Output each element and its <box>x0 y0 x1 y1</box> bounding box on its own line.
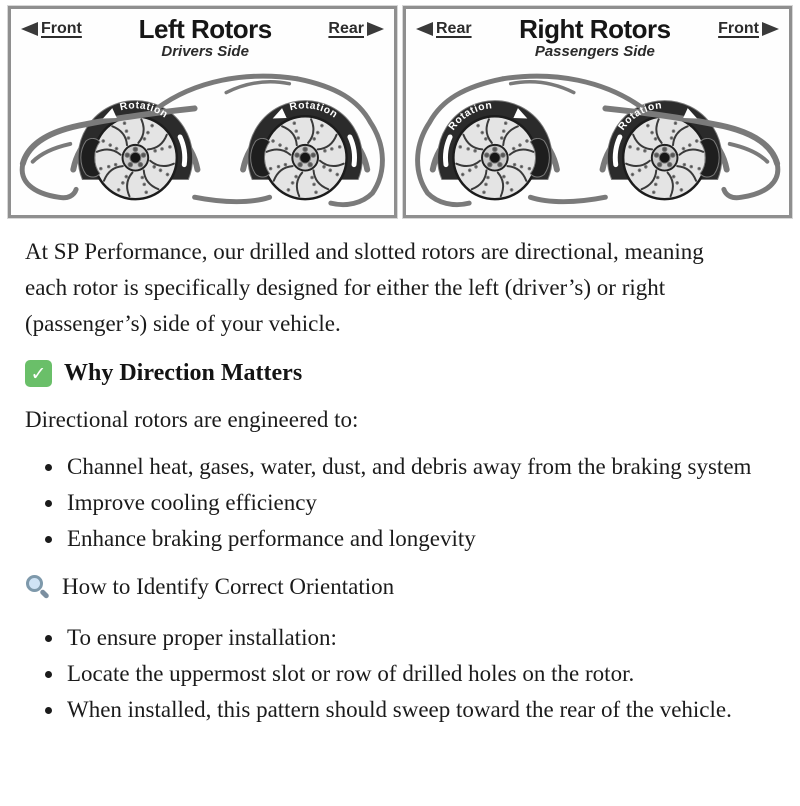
front-direction-label <box>21 20 82 38</box>
why-direction-matters-heading <box>25 360 775 387</box>
right-rotors-panel <box>403 6 792 218</box>
rotor-direction-diagram <box>8 6 792 218</box>
front-label: Front <box>718 20 759 37</box>
left-arrow-icon <box>21 22 38 36</box>
check-mark-icon: ✓ <box>25 360 52 387</box>
rear-label: Rear <box>328 20 364 37</box>
intro-paragraph: At SP Performance, our drilled and slotted rotors are directional, meaning each rotor is specifically designed for either the left (driver’s) or right (passenger’s) side of your vehicle. <box>25 239 704 336</box>
left-panel-subtitle: Drivers Side <box>161 43 249 60</box>
rear-direction-label <box>416 20 472 38</box>
right-panel-subtitle: Passengers Side <box>534 43 655 60</box>
bullet-item: • Channel heat, gases, water, dust, and debris away from the braking system <box>65 449 765 485</box>
front-direction-label <box>718 20 779 38</box>
svg-text:Rotation: Rotation <box>288 100 340 121</box>
rear-label: Rear <box>436 20 472 37</box>
rear-direction-label <box>328 20 384 38</box>
engineered-to-lead: Directional rotors are engineered to: <box>25 407 359 432</box>
svg-text:Rotation: Rotation <box>446 100 493 133</box>
orientation-steps-list <box>25 620 765 728</box>
benefits-list <box>25 449 765 557</box>
right-car-illustration <box>406 62 789 214</box>
article-body <box>0 218 800 728</box>
left-arrow-icon <box>416 22 433 36</box>
left-rotors-panel <box>8 6 397 218</box>
left-panel-header <box>11 9 394 60</box>
front-label: Front <box>41 20 82 37</box>
svg-text:Rotation: Rotation <box>118 100 170 121</box>
left-car-illustration <box>11 62 394 214</box>
bullet-item: • When installed, this pattern should sweep toward the rear of the vehicle. <box>65 692 765 728</box>
bullet-item: • Locate the uppermost slot or row of drilled holes on the rotor. <box>65 656 765 692</box>
how-to-identify-heading <box>25 573 775 600</box>
right-arrow-icon <box>762 22 779 36</box>
left-panel-title: Left Rotors <box>138 14 272 44</box>
right-panel-title: Right Rotors <box>519 14 671 44</box>
bullet-item: • Enhance braking performance and longevity <box>65 521 765 557</box>
heading-text: How to Identify Correct Orientation <box>62 573 395 599</box>
svg-text:Rotation: Rotation <box>616 100 663 133</box>
magnifying-glass-icon <box>25 573 52 600</box>
bullet-item: • To ensure proper installation: <box>65 620 765 656</box>
right-arrow-icon <box>367 22 384 36</box>
bullet-item: • Improve cooling efficiency <box>65 485 765 521</box>
heading-text: Why Direction Matters <box>64 360 303 386</box>
right-panel-header <box>406 9 789 60</box>
